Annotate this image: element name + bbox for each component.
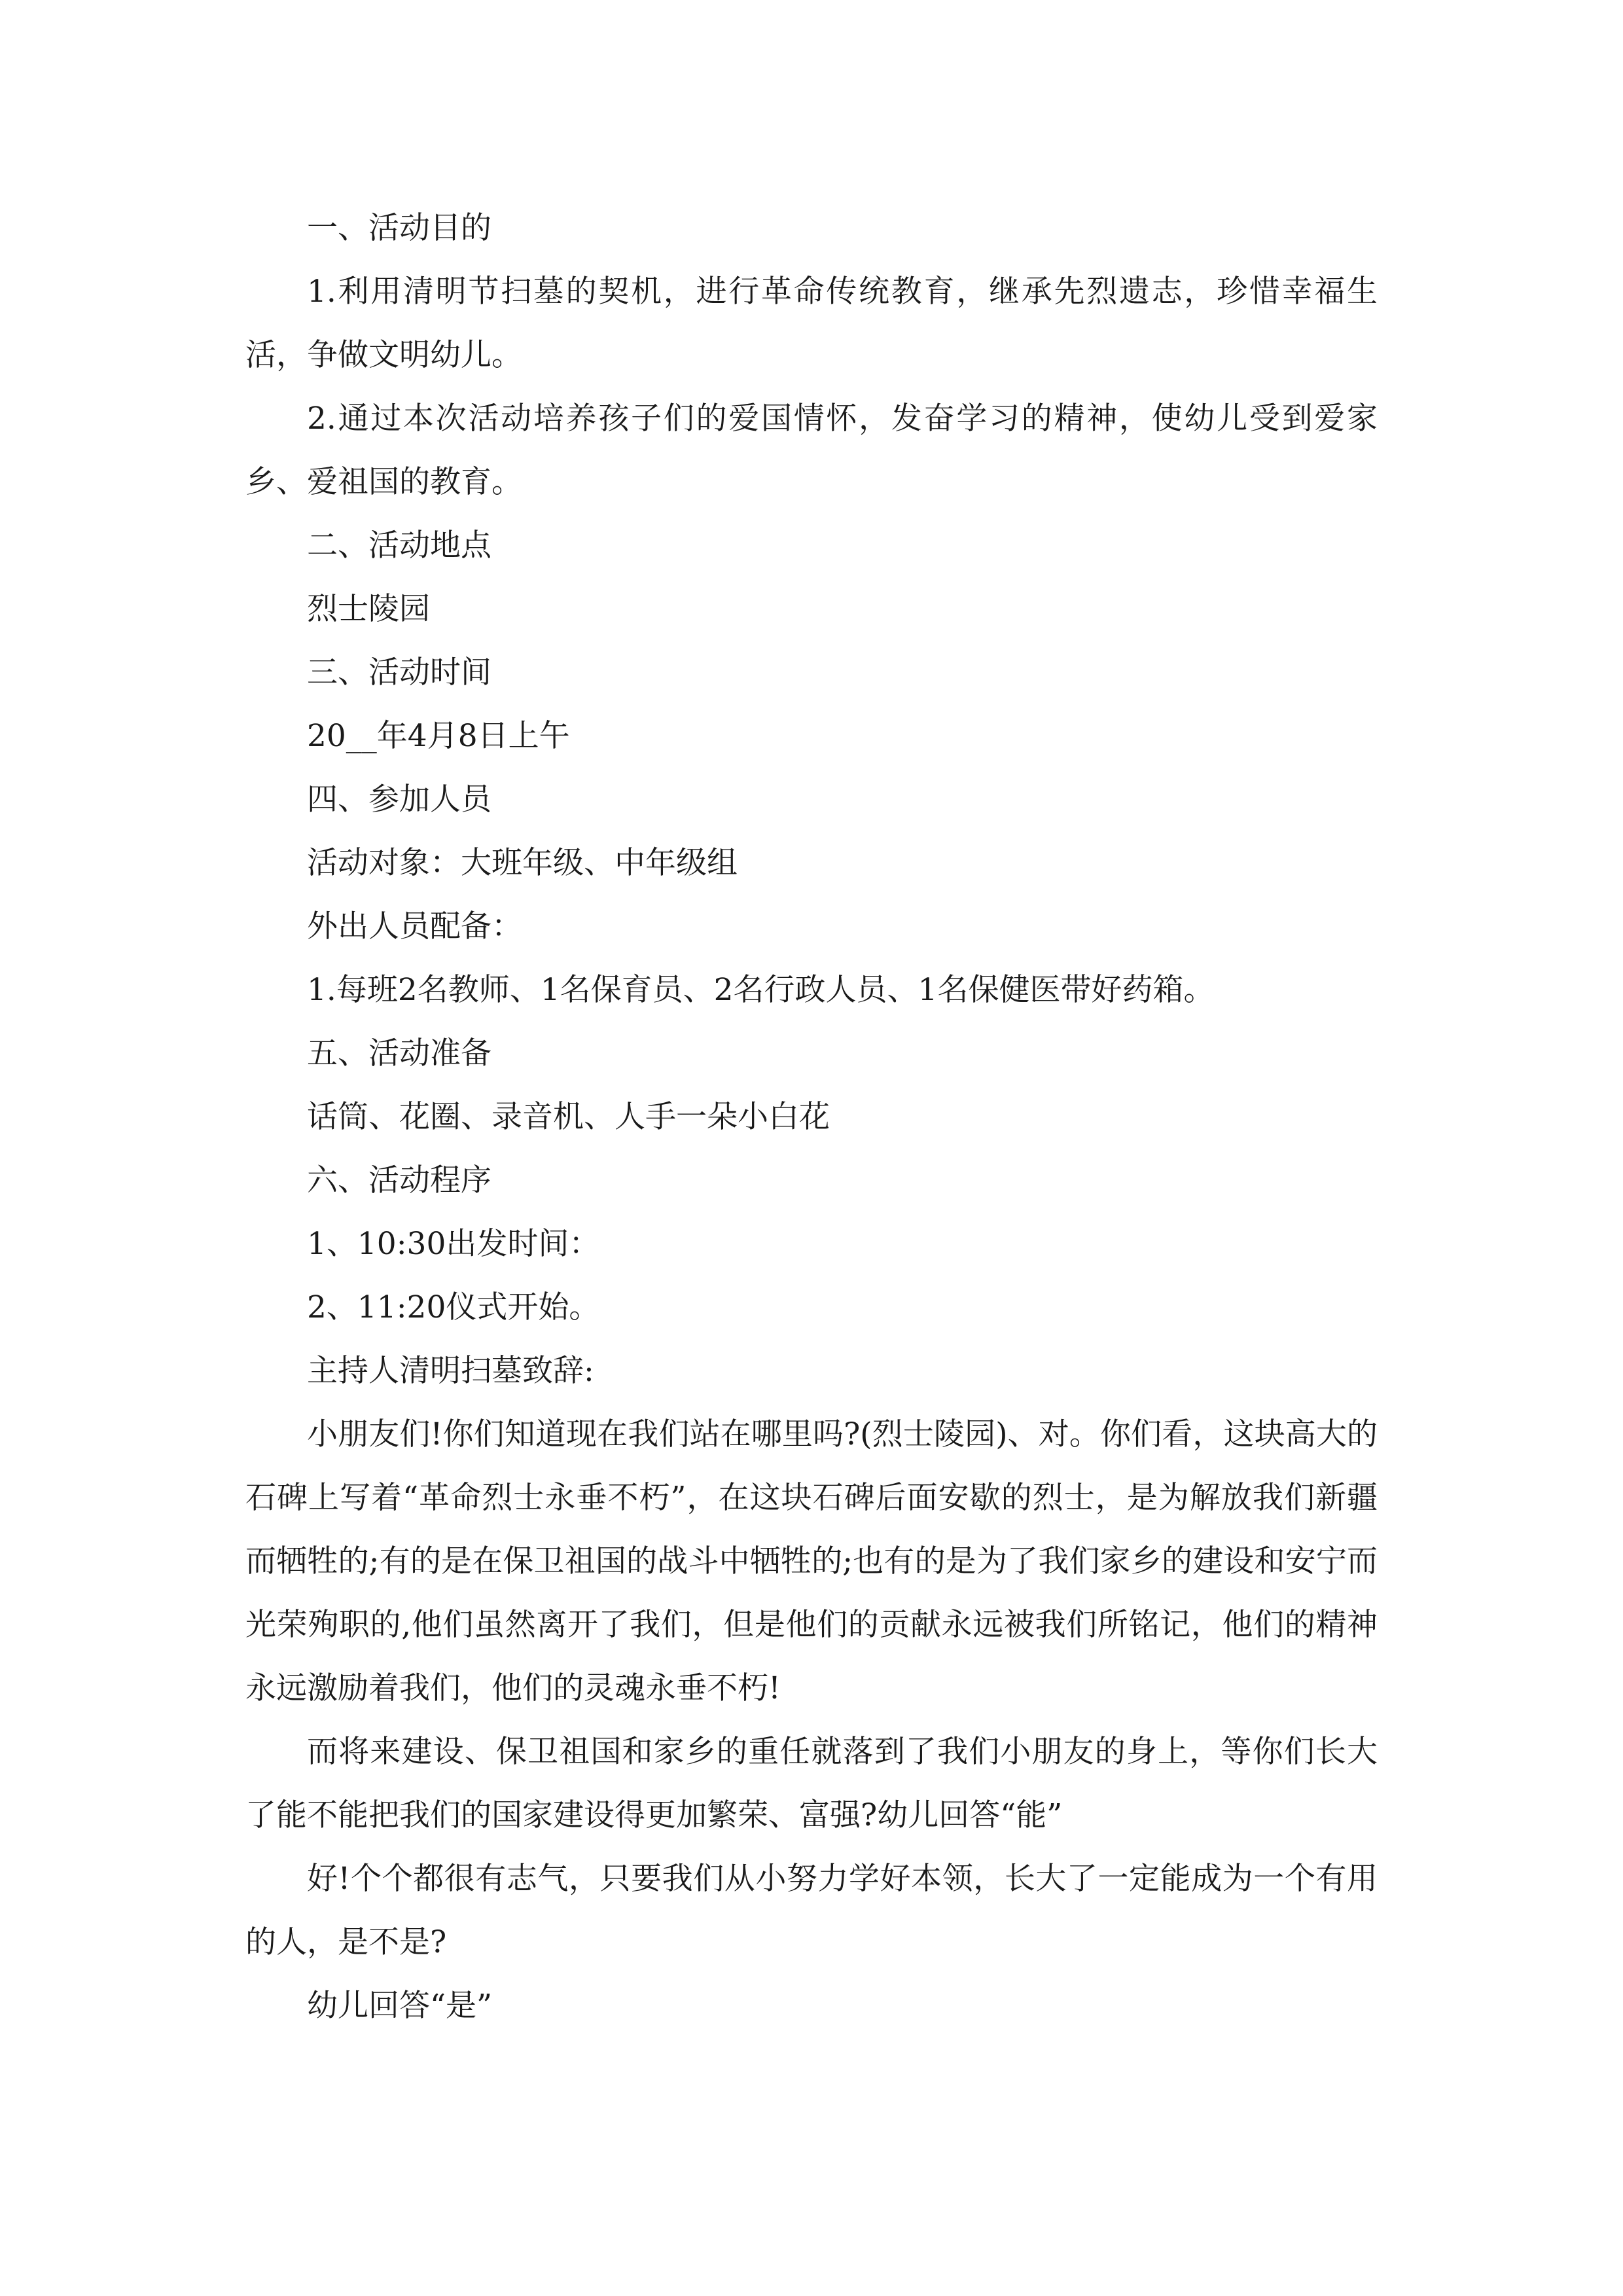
purpose-item-2: 2.通过本次活动培养孩子们的爱国情怀，发奋学习的精神，使幼儿受到爱家乡、爱祖国的教育。 xyxy=(245,401,1378,500)
speech-paragraph-4: 幼儿回答“是” xyxy=(307,1988,493,2024)
procedure-item-2: 2、11:20仪式开始。 xyxy=(307,1289,600,1325)
participants-staffing-label: 外出人员配备： xyxy=(307,908,522,944)
section-heading-preparation: 五、活动准备 xyxy=(307,1035,491,1071)
section-heading-time: 三、活动时间 xyxy=(307,655,491,691)
procedure-item-1: 1、10:30出发时间： xyxy=(307,1226,600,1262)
participants-target: 活动对象：大班年级、中年级组 xyxy=(307,845,738,881)
participants-staffing-item: 1.每班2名教师、1名保育员、2名行政人员、1名保健医带好药箱。 xyxy=(307,972,1215,1008)
speech-paragraph-3: 好!个个都很有志气，只要我们从小努力学好本领，长大了一定能成为一个有用的人，是不是? xyxy=(245,1861,1378,1960)
speech-heading: 主持人清明扫墓致辞: xyxy=(307,1353,594,1389)
section-heading-participants: 四、参加人员 xyxy=(307,781,491,817)
speech-paragraph-1: 小朋友们!你们知道现在我们站在哪里吗?(烈士陵园)、对。你们看，这块高大的石碑上写着“革命烈士永垂不朽”，在这块石碑后面安歇的烈士，是为解放我们新疆而牺牲的;有的是在保卫祖国的战斗中牺牲的;也有的是为了我们家乡的建设和安宁而光荣殉职的,他们虽然离开了我们，但是他们的贡献永远被我们所铭记，他们的精神永远激励着我们，他们的灵魂永垂不朽! xyxy=(245,1416,1378,1706)
purpose-item-1: 1.利用清明节扫墓的契机，进行革命传统教育，继承先烈遗志，珍惜幸福生活，争做文明幼儿。 xyxy=(245,274,1378,373)
section-heading-purpose: 一、活动目的 xyxy=(307,210,491,246)
location-text: 烈士陵园 xyxy=(307,591,430,627)
preparation-text: 话筒、花圈、录音机、人手一朵小白花 xyxy=(307,1099,830,1135)
section-heading-location: 二、活动地点 xyxy=(307,528,491,564)
document-body xyxy=(245,196,1378,2037)
section-heading-procedure: 六、活动程序 xyxy=(307,1162,491,1198)
time-text: 20__年4月8日上午 xyxy=(307,718,570,754)
speech-paragraph-2: 而将来建设、保卫祖国和家乡的重任就落到了我们小朋友的身上，等你们长大了能不能把我们的国家建设得更加繁荣、富强?幼儿回答“能” xyxy=(245,1734,1378,1833)
